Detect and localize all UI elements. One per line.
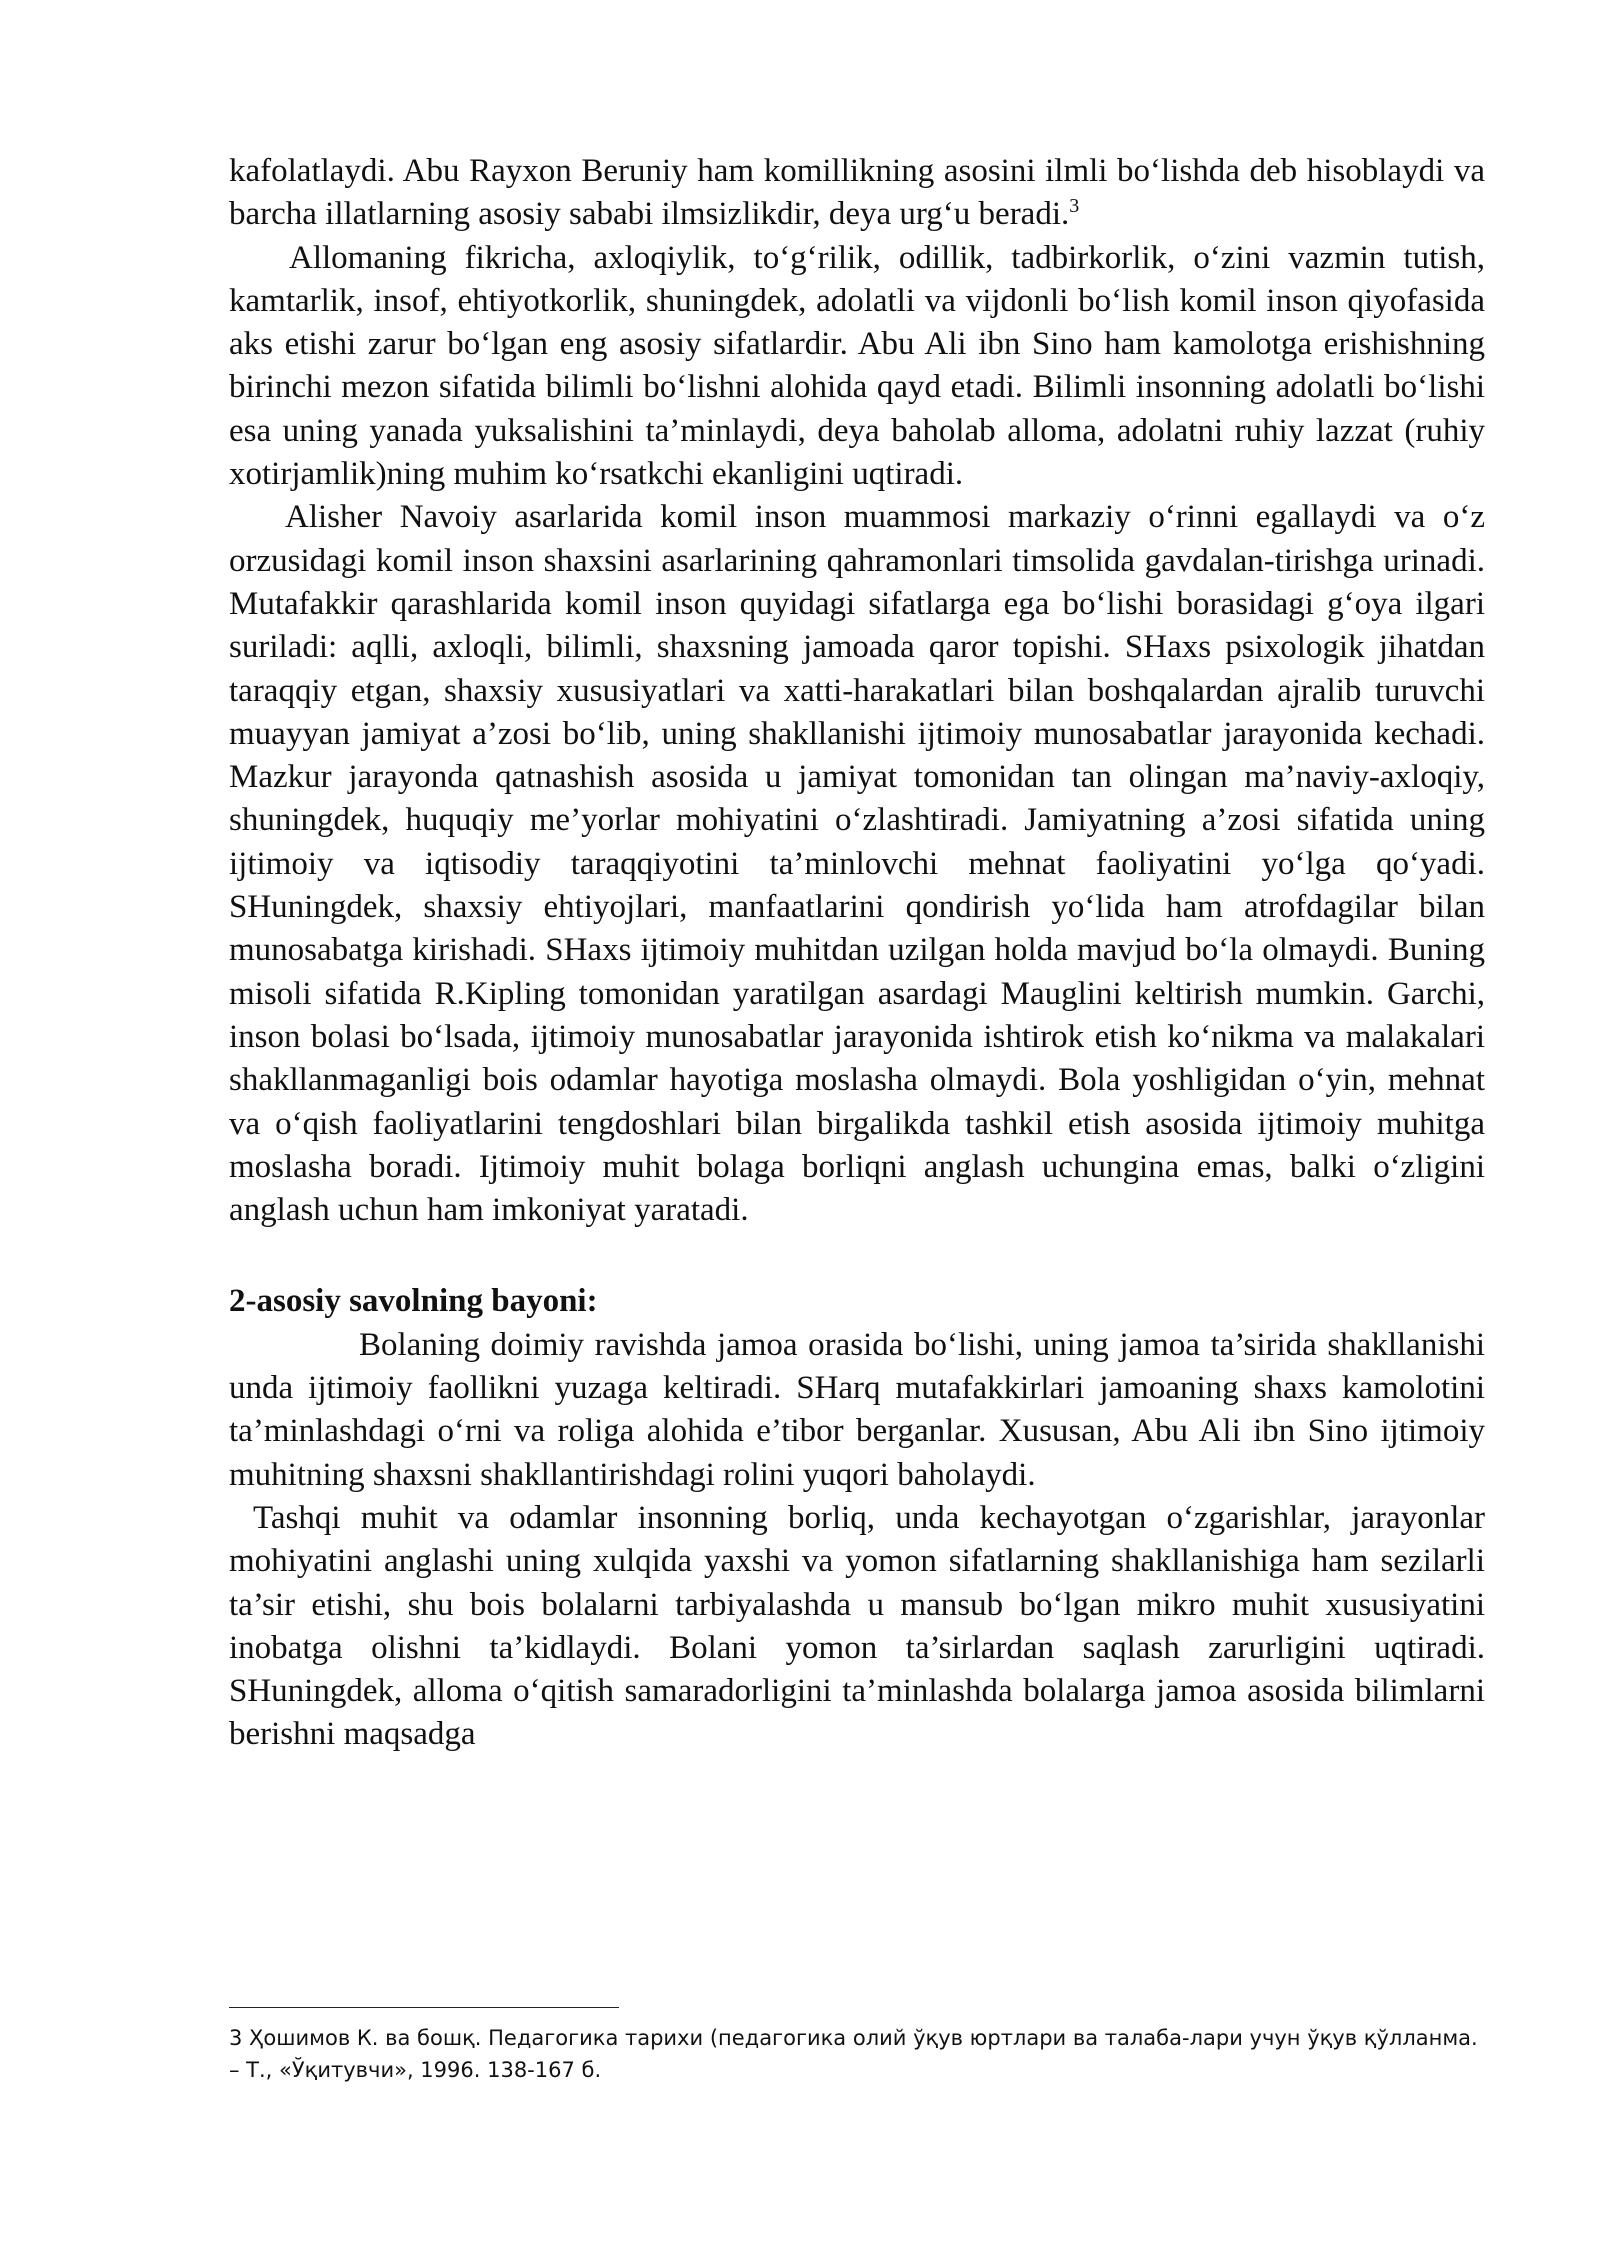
section-paragraph-2: Tashqi muhit va odamlar insonning borliq, unda kechayotgan o‘zgarishlar, jarayonlar mohiyatini anglashi uning xulqida yaxshi va yomon sifatlarning shakllanishiga ham sezilarli ta’sir etishi, shu bois bolalarni tarbiyalashda u mansub bo‘lgan mikro muhit xususiyatini inobatga olishni ta’kidlaydi. Bolani yomon ta’sirlardan saqlash zarurligini uqtiradi. SHuningdek, alloma o‘qitish samaradorligini ta’minlashda bolalarga jamoa asosida bilimlarni berishni maqsadga (229, 1499, 1485, 1753)
paragraph-2: Allomaning fikricha, axloqiylik, to‘g‘rilik, odillik, tadbirkorlik, o‘zini vazmin tutish, kamtarlik, insof, ehtiyotkorlik, shuningdek, adolatli va vijdonli bo‘lish komil inson qiyofasida aks etishi zarur bo‘lgan eng asosiy sifatlardir. Abu Ali ibn Sino ham kamolotga erishishning birinchi mezon sifatida bilimli bo‘lishni alohida qayd etadi. Bilimli insonning adolatli bo‘lishi esa uning yanada yuksalishini ta’minlaydi, deya baholab alloma, adolatni ruhiy lazzat (ruhiy xotirjamlik)ning muhim ko‘rsatkchi ekanligini uqtiradi. (229, 239, 1485, 493)
paragraph-1 (229, 150, 1485, 237)
footnote-reference[interactable]: 3 (1069, 195, 1080, 218)
document-body (229, 150, 1485, 1757)
section-paragraph-1: Bolaning doimiy ravishda jamoa orasida bo‘lishi, uning jamoa ta’sirida shakllanishi unda ijtimoiy faollikni yuzaga keltiradi. SHarq mutafakkirlari jamoaning shaxs kamolotini ta’minlashdagi o‘rni va roliga alohida e’tibor berganlar. Xususan, Abu Ali ibn Sino ijtimoiy muhitning shaxsni shakllantirishdagi rolini yuqori baholaydi. (229, 1326, 1485, 1493)
footnote-separator (229, 2007, 619, 2008)
paragraph-1-text: kafolatlaydi. Abu Rayxon Beruniy ham komillikning asosini ilmli bo‘lishda deb hisoblaydi va barcha illatlarning asosiy sababi ilmsizlikdir, deya urg‘u beradi. (229, 153, 1485, 233)
section-heading: 2-asosiy savolning bayoni: (229, 1283, 598, 1320)
footnote-text: 3 Ҳошимов К. ва бошқ. Педагогика тарихи (педагогика олий ўқув юртлари ва талаба-лари учун ўқув қўлланма. – Т., «Ўқитувчи», 1996. 138-167 б. (229, 2026, 1478, 2082)
paragraph-3: Alisher Navoiy asarlarida komil inson muammosi markaziy o‘rinni egallaydi va o‘z orzusidagi komil inson shaxsini asarlarining qahramonlari timsolida gavdalan-tirishga urinadi. Mutafakkir qarashlarida komil inson quyidagi sifatlarga ega bo‘lishi borasidagi g‘oya ilgari suriladi: aqlli, axloqli, bilimli, shaxsning jamoada qaror topishi. SHaxs psixologik jihatdan taraqqiy etgan, shaxsiy xususiyatlari va xatti-harakatlari bilan boshqalardan ajralib turuvchi muayyan jamiyat a’zosi bo‘lib, uning shakllanishi ijtimoiy munosabatlar jarayonida kechadi. Mazkur jarayonda qatnashish asosida u jamiyat tomonidan tan olingan ma’naviy-axloqiy, shuningdek, huquqiy me’yorlar mohiyatini o‘zlashtiradi. Jamiyatning a’zosi sifatida uning ijtimoiy va iqtisodiy taraqqiyotini ta’minlovchi mehnat faoliyatini yo‘lga qo‘yadi. SHuningdek, shaxsiy ehtiyojlari, manfaatlarini qondirish yo‘lida ham atrofdagilar bilan munosabatga kirishadi. SHaxs ijtimoiy muhitdan uzilgan holda mavjud bo‘la olmaydi. Buning misoli sifatida R.Kipling tomonidan yaratilgan asardagi Mauglini keltirish mumkin. Garchi, inson bolasi bo‘lsada, ijtimoiy munosabatlar jarayonida ishtirok etish ko‘nikma va malakalari shakllanmaganligi bois odamlar hayotiga moslasha olmaydi. Bola yoshligidan o‘yin, mehnat va o‘qish faoliyatlarini tengdoshlari bilan birgalikda tashkil etish asosida ijtimoiy muhitga moslasha boradi. Ijtimoiy muhit bolaga borliqni anglash uchungina emas, balki o‘zligini anglash uchun ham imkoniyat yaratadi. (229, 499, 1485, 1229)
